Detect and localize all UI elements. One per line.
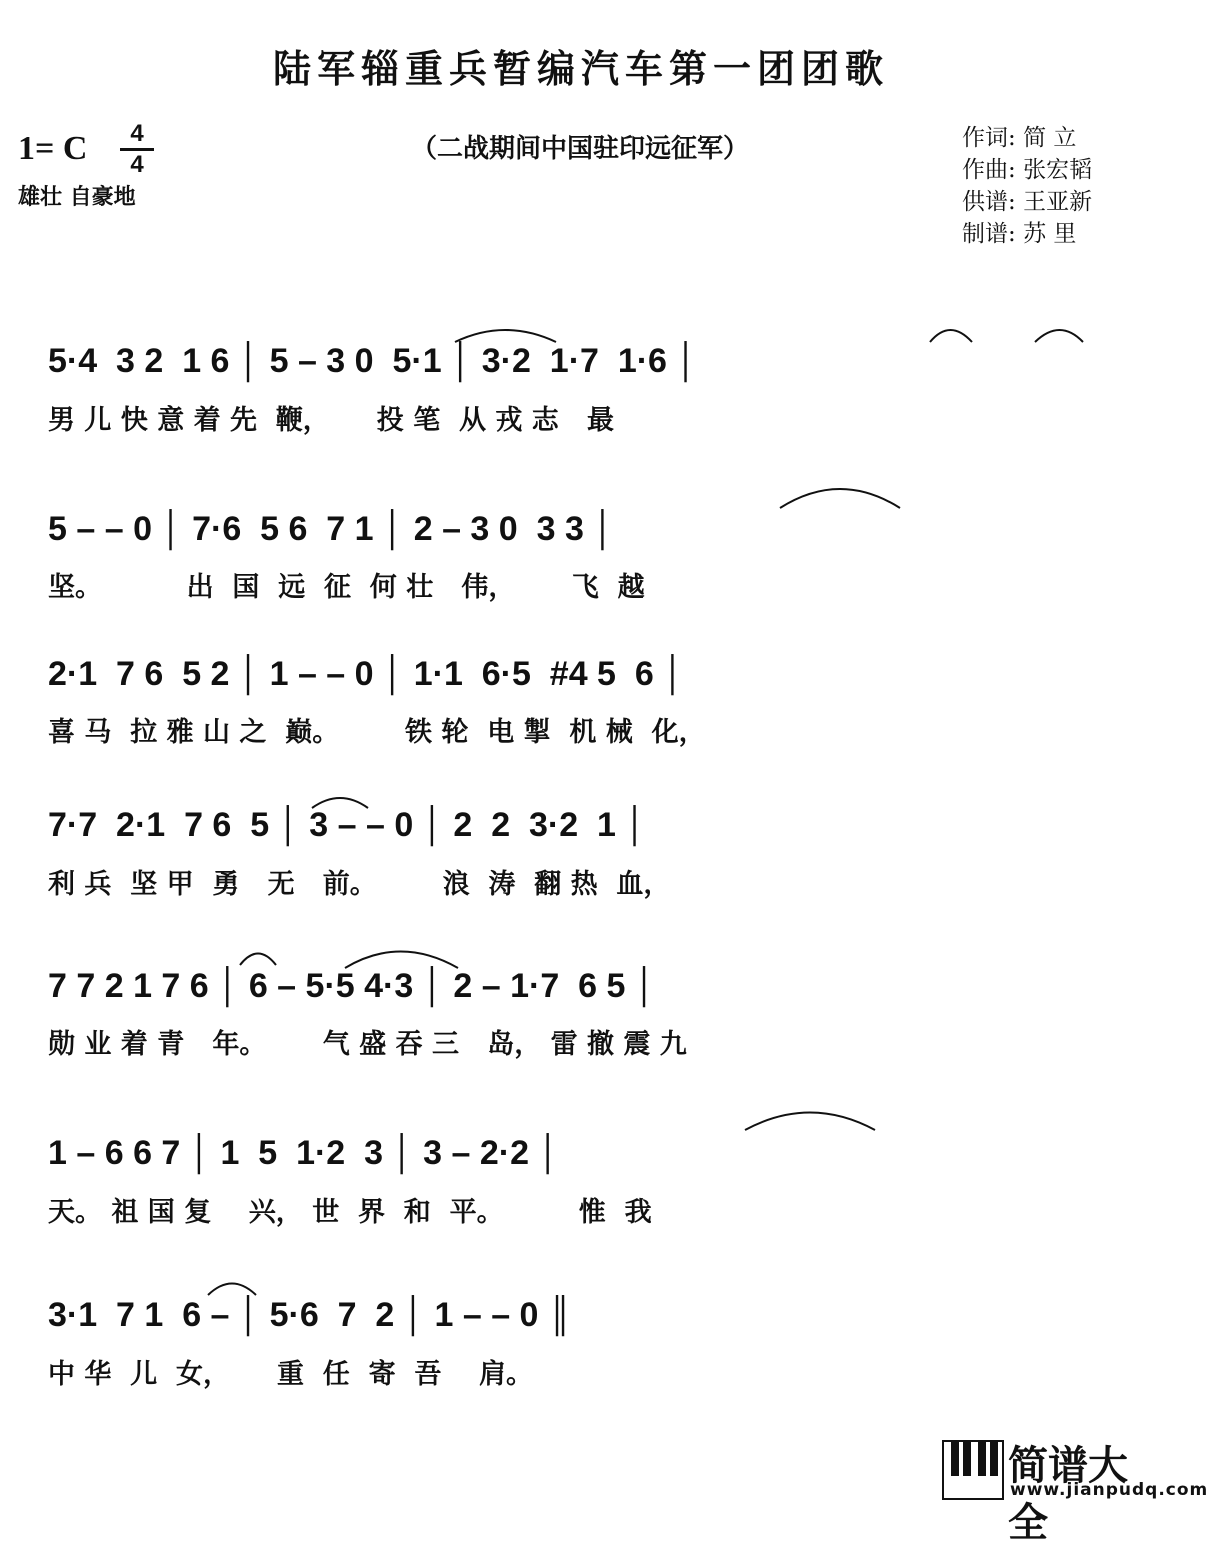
key-signature: 1= C [18, 130, 88, 167]
score-lyrics-row-3: 喜 马 拉 雅 山 之 巅。 铁 轮 电 掣 机 械 化， [48, 717, 706, 748]
credit-name: 苏 里 [1023, 221, 1077, 247]
slur-mark [312, 798, 368, 808]
score-notes-row-2: 5 – – 0 │ 7·6 5 6 7 1 │ 2 – 3 0 3 3 │ [48, 510, 615, 548]
slur-mark [1035, 330, 1083, 342]
score-notes-row-6: 1 – 6 6 7 │ 1 5 1·2 3 │ 3 – 2·2 │ [48, 1134, 560, 1172]
credit-role: 作词: [962, 125, 1016, 151]
score-lyrics-row-5: 勋 业 着 青 年。 气 盛 吞 三 岛， 雷 撤 震 九 [48, 1029, 687, 1060]
slur-mark [930, 330, 972, 342]
site-logo-name: 简谱大全 [1008, 1443, 1128, 1546]
score-notes-row-3: 2·1 7 6 5 2 │ 1 – – 0 │ 1·1 6·5 #4 5 6 │ [48, 655, 685, 693]
slur-mark [240, 954, 276, 966]
site-logo-url: www.jianpudq.com [1010, 1480, 1208, 1500]
piano-keys-icon [942, 1440, 1004, 1500]
credit-role: 作曲: [962, 157, 1016, 183]
credit-role: 供谱: [962, 189, 1016, 215]
time-signature-bottom: 4 [130, 151, 144, 178]
score-notes-row-7: 3·1 7 1 6 – │ 5·6 7 2 │ 1 – – 0 ║ [48, 1296, 572, 1334]
song-title: 陆军辎重兵暂编汽车第一团团歌 [272, 46, 889, 91]
song-subtitle: （二战期间中国驻印远征军） [410, 134, 749, 164]
score-lyrics-row-4: 利 兵 坚 甲 勇 无 前。 浪 涛 翻 热 血， [48, 869, 671, 900]
slur-mark [345, 952, 458, 969]
site-logo [942, 1440, 1208, 1546]
credit-name: 简 立 [1023, 125, 1077, 151]
slur-mark [455, 330, 556, 342]
slur-mark [208, 1284, 256, 1296]
score-lyrics-row-7: 中 华 儿 女， 重 任 寄 吾 肩。 [48, 1359, 533, 1390]
score-notes-row-4: 7·7 2·1 7 6 5 │ 3 – – 0 │ 2 2 3·2 1 │ [48, 806, 647, 844]
slur-mark [745, 1113, 875, 1131]
credit-name: 王亚新 [1023, 189, 1093, 215]
score-lyrics-row-2: 坚。 出 国 远 征 何 壮 伟， 飞 越 [48, 572, 645, 603]
tempo-marking: 雄壮 自豪地 [18, 185, 136, 210]
score-notes-row-1: 5·4 3 2 1 6 │ 5 – 3 0 5·1 │ 3·2 1·7 1·6 │ [48, 342, 698, 380]
score-lyrics-row-1: 男 儿 快 意 着 先 鞭， 投 笔 从 戎 志 最 [48, 405, 614, 436]
score-notes-row-5: 7 7 2 1 7 6 │ 6 – 5·5 4·3 │ 2 – 1·7 6 5 │ [48, 967, 657, 1005]
score-lyrics-row-6: 天。 祖 国 复 兴， 世 界 和 平。 惟 我 [48, 1197, 652, 1228]
time-signature-top: 4 [130, 120, 144, 147]
slur-mark [780, 489, 900, 508]
credit-role: 制谱: [962, 221, 1016, 247]
credit-name: 张宏韬 [1023, 157, 1093, 183]
